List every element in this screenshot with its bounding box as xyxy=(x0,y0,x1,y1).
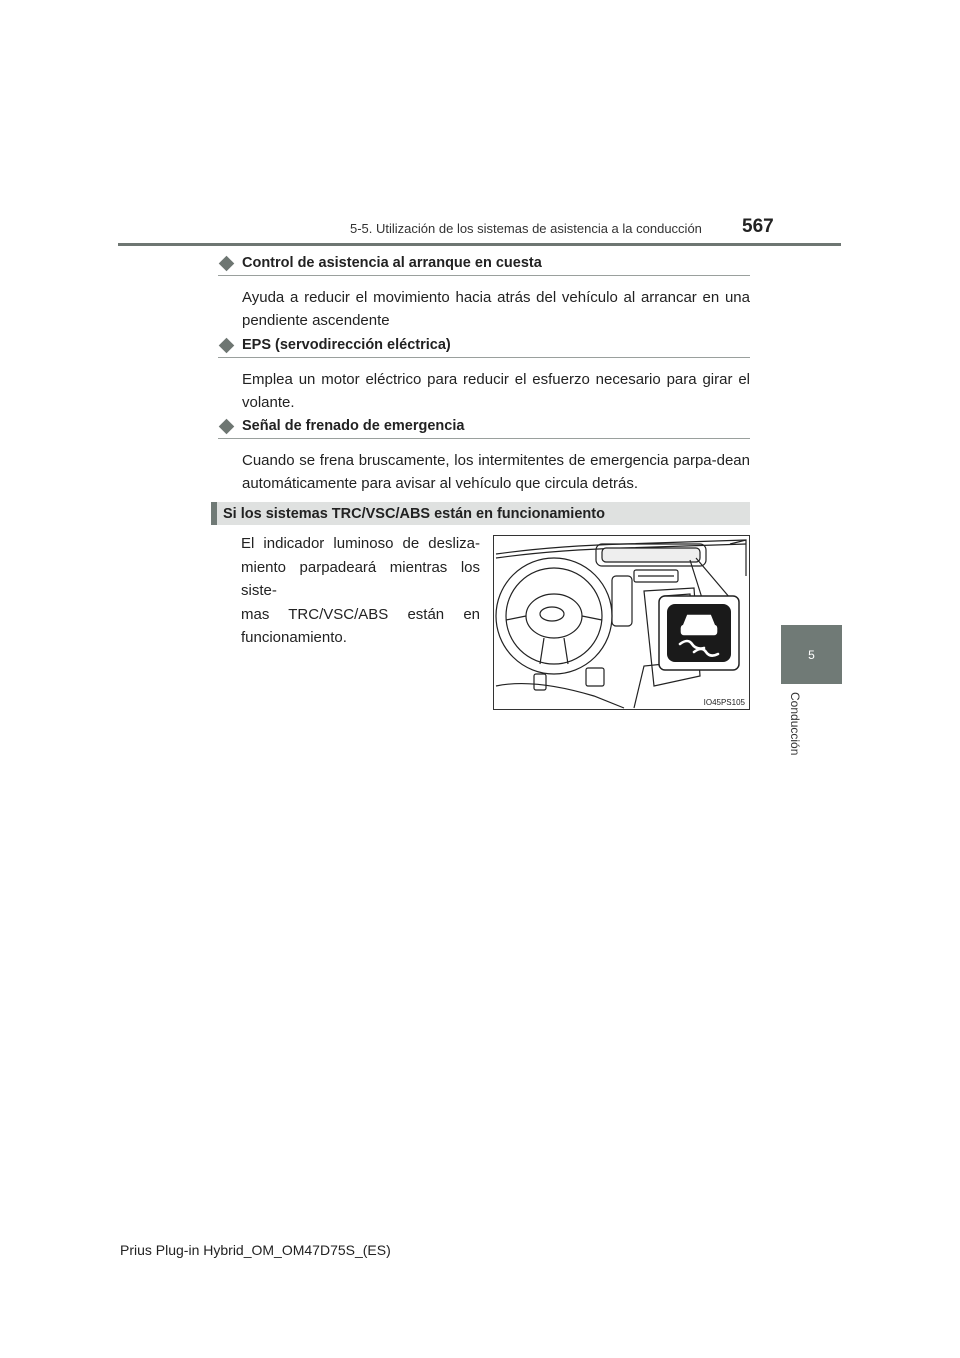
box-title: Si los sistemas TRC/VSC/ABS están en funcionamiento xyxy=(223,505,605,522)
footer-text: Prius Plug-in Hybrid_OM_OM47D75S_(ES) xyxy=(120,1242,391,1258)
chapter-number: 5 xyxy=(808,647,815,662)
box-line: mas TRC/VSC/ABS están en xyxy=(241,605,480,623)
section-heading xyxy=(218,418,750,439)
box-line: funcionamiento. xyxy=(241,629,347,646)
section-title: Señal de frenado de emergencia xyxy=(242,418,465,434)
section-heading xyxy=(218,255,750,276)
section-body: Cuando se frena bruscamente, los intermitentes de emergencia parpa-dean automáticamente para avisar al vehículo que circula detrás. xyxy=(242,452,750,492)
section-emergency-brake xyxy=(218,418,750,495)
diamond-bullet-icon xyxy=(219,337,235,353)
chapter-tab[interactable] xyxy=(781,625,842,684)
dashboard-illustration xyxy=(493,535,750,710)
dashboard-drawing xyxy=(494,536,749,709)
box-body xyxy=(241,532,480,650)
figure-code: IO45PS105 xyxy=(703,698,745,707)
header-rule xyxy=(118,243,841,246)
diamond-bullet-icon xyxy=(219,255,235,271)
section-heading xyxy=(218,337,750,358)
page-number: 567 xyxy=(742,216,774,237)
section-body: Emplea un motor eléctrico para reducir el esfuerzo necesario para girar el volante. xyxy=(242,371,750,411)
section-hill-start xyxy=(218,255,750,332)
section-eps xyxy=(218,337,750,414)
section-body: Ayuda a reducir el movimiento hacia atrás del vehículo al arrancar en una pendiente ascendente xyxy=(242,289,750,329)
box-line: miento parpadeará mientras los siste- xyxy=(241,558,480,599)
header-section-title: 5-5. Utilización de los sistemas de asistencia a la conducción xyxy=(350,221,702,236)
box-line: El indicador luminoso de desliza- xyxy=(241,535,480,552)
box-heading xyxy=(211,502,750,525)
section-title: Control de asistencia al arranque en cuesta xyxy=(242,255,542,271)
section-title: EPS (servodirección eléctrica) xyxy=(242,337,451,353)
chapter-label: Conducción xyxy=(788,692,802,756)
diamond-bullet-icon xyxy=(219,418,235,434)
